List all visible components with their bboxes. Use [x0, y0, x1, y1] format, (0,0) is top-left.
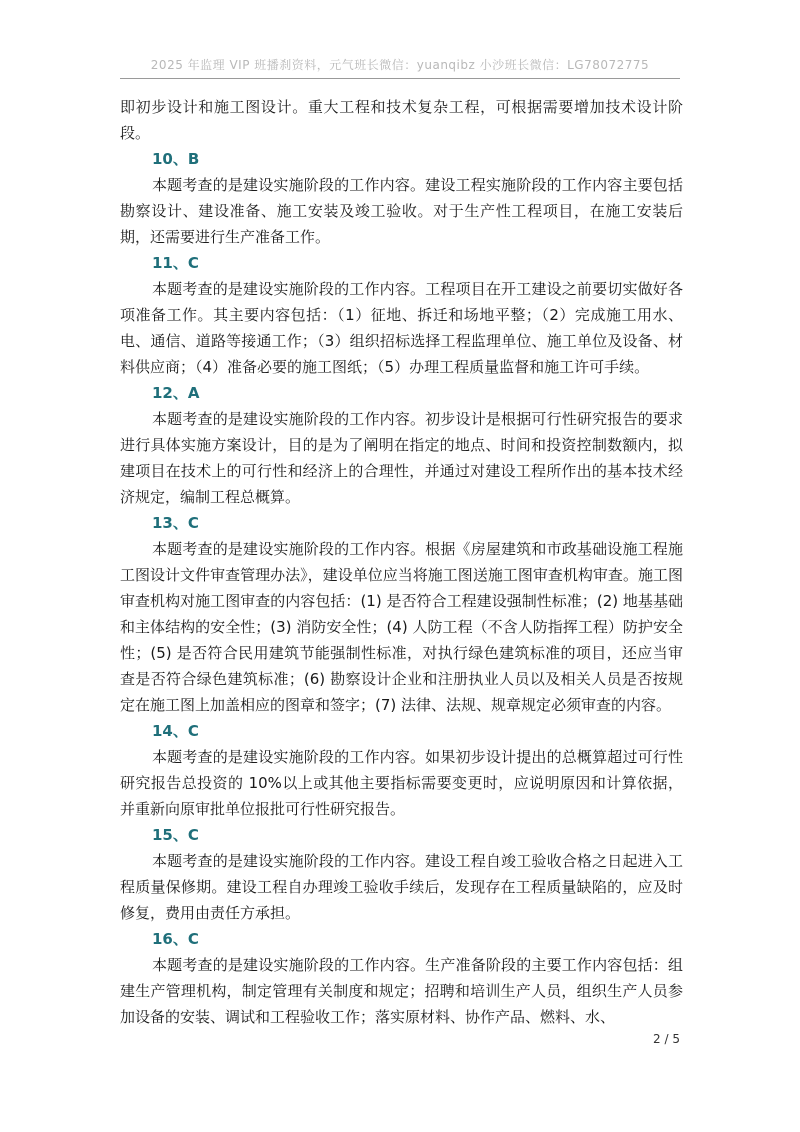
answer-explanation: 本题考查的是建设实施阶段的工作内容。工程项目在开工建设之前要切实做好各项准备工作。其主要内容包括：（1）征地、拆迁和场地平整；（2）完成施工用水、电、通信、道路等接通工作；（3）组织招标选择工程监理单位、施工单位及设备、材料供应商；（4）准备必要的施工图纸；（5）办理工程质量监督和施工许可手续。 — [120, 280, 683, 376]
answer-explanation: 本题考查的是建设实施阶段的工作内容。初步设计是根据可行性研究报告的要求进行具体实施方案设计，目的是为了阐明在指定的地点、时间和投资控制数额内，拟建项目在技术上的可行性和经济上的合理性，并通过对建设工程所作出的基本技术经济规定，编制工程总概算。 — [120, 410, 683, 506]
answer-label: 16、C — [152, 930, 199, 948]
answer-explanation: 本题考查的是建设实施阶段的工作内容。建设工程自竣工验收合格之日起进入工程质量保修期。建设工程自办理竣工验收手续后，发现存在工程质量缺陷的，应及时修复，费用由责任方承担。 — [120, 852, 683, 922]
answer-label: 14、C — [152, 722, 199, 740]
header-divider — [120, 78, 680, 79]
answer-explanation: 本题考查的是建设实施阶段的工作内容。生产准备阶段的主要工作内容包括：组建生产管理机构，制定管理有关制度和规定；招聘和培训生产人员，组织生产人员参加设备的安装、调试和工程验收工作；落实原材料、协作产品、燃料、水、 — [120, 956, 683, 1026]
answer-explanation: 本题考查的是建设实施阶段的工作内容。建设工程实施阶段的工作内容主要包括勘察设计、建设准备、施工安装及竣工验收。对于生产性工程项目，在施工安装后期，还需要进行生产准备工作。 — [120, 176, 683, 246]
page-header: 2025 年监理 VIP 班播刹资料，元气班长微信：yuanqibz 小沙班长微信：LG78072775 — [150, 58, 650, 72]
page-number: 2 / 5 — [653, 1032, 680, 1046]
answer-explanation: 本题考查的是建设实施阶段的工作内容。根据《房屋建筑和市政基础设施工程施工图设计文件审查管理办法》，建设单位应当将施工图送施工图审查机构审查。施工图审查机构对施工图审查的内容包括：(1) 是否符合工程建设强制性标准；(2) 地基基础和主体结构的安全性；(3) 消防安全性；(4) 人防工程（不含人防指挥工程）防护安全性；(5) 是否符合民用建筑节能强制性标准，对执行绿色建筑标准的项目，还应当审查是否符合绿色建筑标准；(6) 勘察设计企业和注册执业人员以及相关人员是否按规定在施工图上加盖相应的图章和签字；(7) 法律、法规、规章规定必须审查的内容。 — [120, 540, 683, 714]
document-body — [120, 94, 683, 1030]
answer-label: 11、C — [152, 254, 199, 272]
answer-label: 12、A — [152, 384, 200, 402]
answer-label: 13、C — [152, 514, 199, 532]
answer-label: 10、B — [152, 150, 200, 168]
answer-explanation: 本题考查的是建设实施阶段的工作内容。如果初步设计提出的总概算超过可行性研究报告总投资的 10%以上或其他主要指标需要变更时，应说明原因和计算依据，并重新向原审批单位报批可行性研究报告。 — [120, 748, 683, 818]
answer-label: 15、C — [152, 826, 199, 844]
intro-paragraph: 即初步设计和施工图设计。重大工程和技术复杂工程，可根据需要增加技术设计阶段。 — [120, 98, 683, 142]
